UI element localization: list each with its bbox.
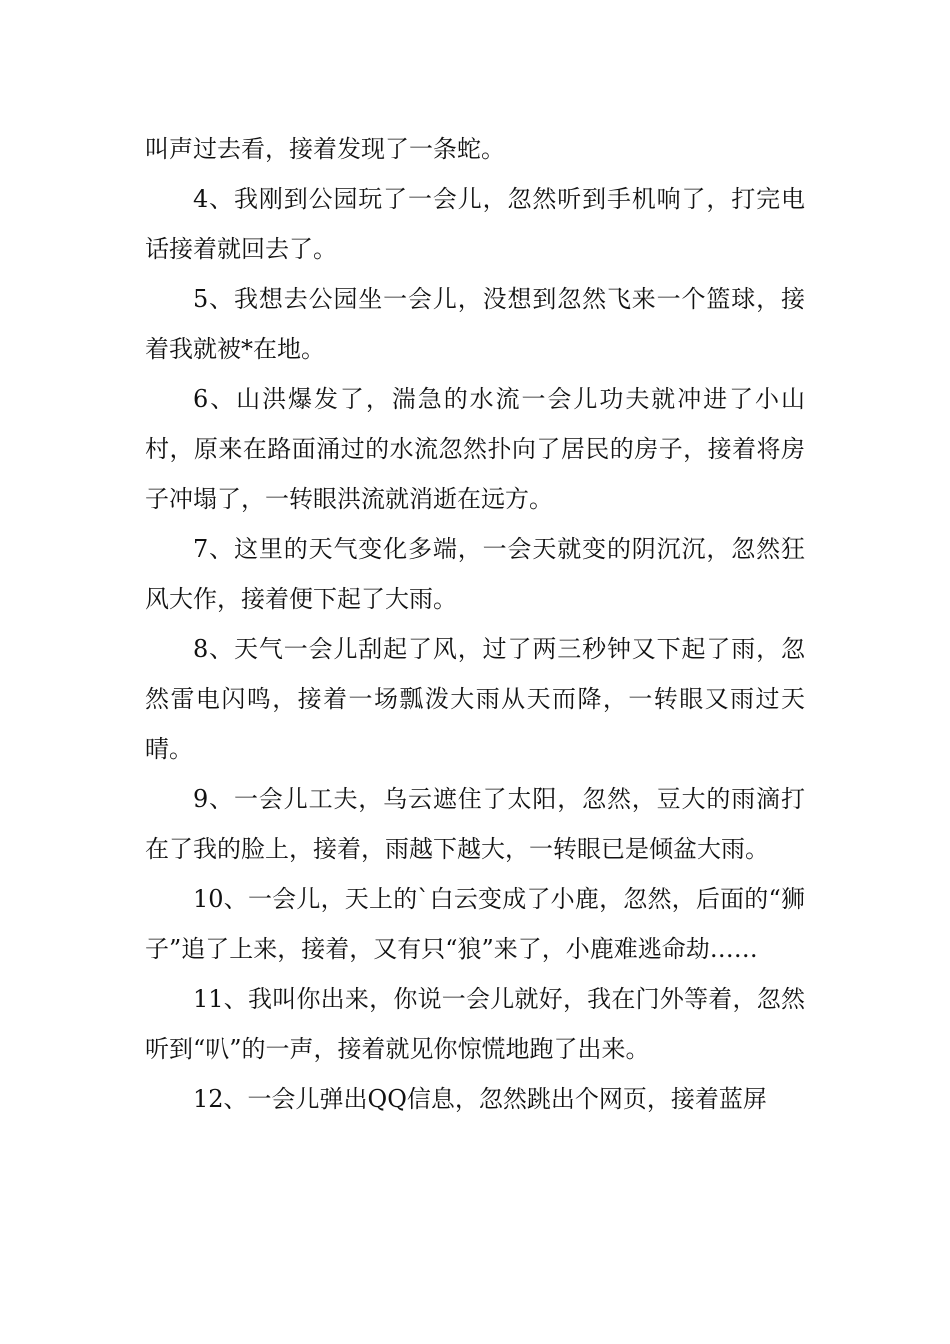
paragraph-item-5: 5、我想去公园坐一会儿，没想到忽然飞来一个篮球，接着我就被*在地。 (145, 285, 805, 363)
paragraph-item-7: 7、这里的天气变化多端，一会天就变的阴沉沉，忽然狂风大作，接着便下起了大雨。 (145, 535, 805, 613)
paragraph-item-12: 12、一会儿弹出QQ信息，忽然跳出个网页，接着蓝屏 (193, 1085, 767, 1113)
paragraph-item-4: 4、我刚到公园玩了一会儿，忽然听到手机响了，打完电话接着就回去了。 (145, 185, 805, 263)
paragraph-item-9: 9、一会儿工夫，乌云遮住了太阳，忽然，豆大的雨滴打在了我的脸上，接着，雨越下越大，一转眼已是倾盆大雨。 (145, 785, 805, 863)
paragraph-item-6: 6、山洪爆发了，湍急的水流一会儿功夫就冲进了小山村，原来在路面涌过的水流忽然扑向了居民的房子，接着将房子冲塌了，一转眼洪流就消逝在远方。 (145, 385, 805, 513)
document-body (145, 124, 805, 1124)
paragraph-continuation: 叫声过去看，接着发现了一条蛇。 (145, 135, 505, 163)
paragraph-item-8: 8、天气一会儿刮起了风，过了两三秒钟又下起了雨，忽然雷电闪鸣，接着一场瓢泼大雨从天而降，一转眼又雨过天晴。 (145, 635, 805, 763)
paragraph-item-10: 10、一会儿，天上的`白云变成了小鹿，忽然，后面的“狮子”追了上来，接着，又有只“狼”来了，小鹿难逃命劫…… (145, 885, 805, 963)
paragraph-item-11: 11、我叫你出来，你说一会儿就好，我在门外等着，忽然听到“叭”的一声，接着就见你惊慌地跑了出来。 (145, 985, 805, 1063)
